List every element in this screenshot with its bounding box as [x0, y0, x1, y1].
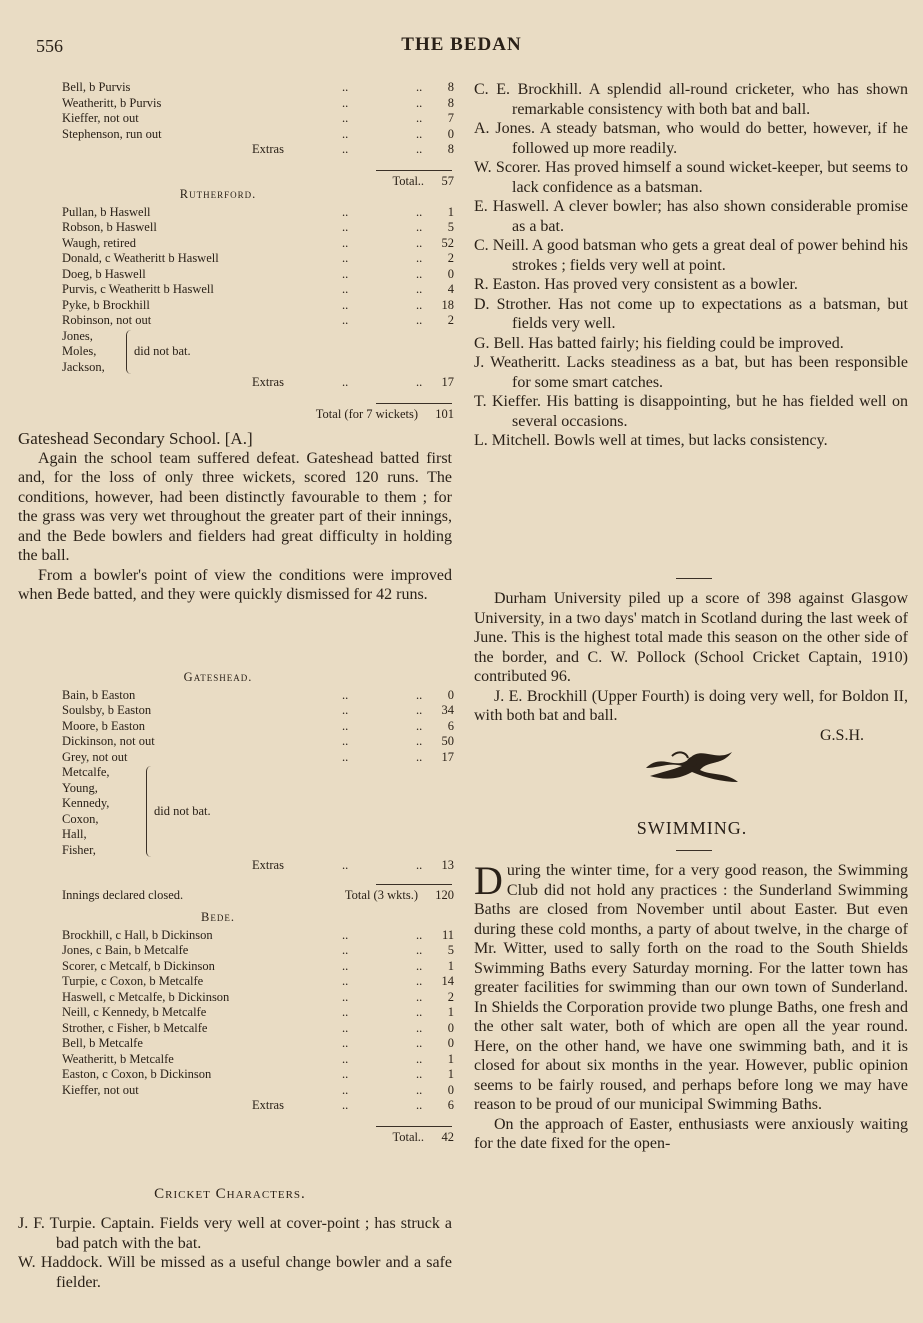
- swimming-report: [474, 858, 908, 1154]
- leader-dots: ..: [342, 974, 349, 988]
- batsman-name: Waugh, retired: [62, 235, 136, 250]
- sc4-box: [62, 910, 454, 1144]
- batting-row: [62, 220, 454, 236]
- batting-row: [62, 1083, 454, 1099]
- runs-value: 52: [441, 235, 454, 250]
- runs-value: 0: [447, 1020, 454, 1035]
- runs-value: 2: [447, 313, 454, 327]
- total-row: [62, 888, 454, 904]
- leader-dots: ..: [342, 749, 349, 764]
- total-label: Total: [392, 1129, 418, 1144]
- leader-dots: ..: [416, 80, 423, 94]
- total-row: [62, 407, 454, 423]
- cricket-characters-heading: Cricket Characters.: [154, 1186, 306, 1202]
- runs-value: 2: [447, 251, 454, 265]
- runs-value: 1: [447, 1005, 454, 1019]
- leader-dots: ..: [342, 943, 349, 957]
- batting-row: [62, 1036, 454, 1052]
- leader-dots: ..: [342, 142, 349, 156]
- declared-note: Innings declared closed.: [62, 887, 184, 902]
- batting-row: [62, 205, 454, 221]
- runs-value: 0: [447, 1082, 454, 1097]
- leader-dots: ..: [416, 313, 423, 327]
- leader-dots: ..: [416, 1098, 423, 1112]
- leader-dots: ..: [416, 943, 423, 957]
- leader-dots: ..: [416, 251, 423, 265]
- leader-dots: ..: [342, 734, 349, 748]
- gateshead-paragraph-2: From a bowler's point of view the conditions were improved when Bede batted, and they were quickly dismissed for 42 runs.: [18, 566, 452, 603]
- character-item: W. Haddock. Will be missed as a useful change bowler and a safe fielder.: [18, 1254, 452, 1291]
- leader-dots: ..: [342, 858, 349, 872]
- did-not-bat-name: Jackson,: [62, 359, 105, 374]
- leader-dots: ..: [342, 1067, 349, 1081]
- batsman-name: Pyke, b Brockhill: [62, 297, 150, 312]
- leader-dots: ..: [416, 220, 423, 234]
- batting-row: [62, 282, 454, 298]
- leader-dots: ..: [417, 1129, 424, 1144]
- leader-dots: ..: [416, 126, 423, 141]
- batting-row: [62, 1067, 454, 1083]
- batsman-name: Haswell, c Metcalfe, b Dickinson: [62, 989, 230, 1004]
- batting-row: [62, 267, 454, 283]
- total-value: 57: [441, 173, 454, 188]
- character-item: W. Scorer. Has proved himself a sound wicket-keeper, but seems to lack confidence as a batsman.: [474, 159, 908, 196]
- character-item: G. Bell. Has batted fairly; his fielding could be improved.: [474, 334, 844, 352]
- batsman-name: Soulsby, b Easton: [62, 703, 152, 717]
- did-not-bat-name: Young,: [62, 780, 98, 795]
- runs-value: 1: [447, 1051, 454, 1066]
- batting-row: [62, 928, 454, 944]
- ornament-icon: [642, 742, 742, 786]
- batting-row: [62, 734, 454, 750]
- extras-value: 6: [447, 1098, 454, 1112]
- runs-value: 0: [447, 1036, 454, 1050]
- batting-row: [62, 943, 454, 959]
- leader-dots: ..: [416, 1067, 423, 1081]
- team-name: Bede.: [201, 910, 235, 924]
- team-name: Rutherford.: [179, 187, 257, 201]
- character-item: C. E. Brockhill. A splendid all-round cricketer, who has shown remarkable consistency with both bat and ball.: [474, 81, 908, 118]
- did-not-bat-label: did not bat.: [134, 344, 191, 358]
- batsman-name: Weatheritt, b Metcalfe: [62, 1051, 174, 1066]
- leader-dots: ..: [416, 297, 423, 312]
- leader-dots: ..: [416, 1051, 423, 1066]
- leader-dots: ..: [416, 111, 423, 125]
- leader-dots: ..: [342, 1098, 349, 1112]
- batsman-name: Kieffer, not out: [62, 1082, 139, 1097]
- leader-dots: ..: [342, 251, 349, 265]
- durham-paragraph-1: Durham University piled up a score of 398 against Glasgow University, in a two days' match in Scotland during the last week of June. This is the highest total made this season on the other side of the border, and C. W. Pollock (School Cricket Captain, 1910) contributed 96.: [474, 590, 908, 685]
- leader-dots: ..: [416, 266, 423, 281]
- batting-row: [62, 236, 454, 252]
- leader-dots: ..: [416, 1005, 423, 1019]
- runs-value: 0: [447, 266, 454, 281]
- gateshead-report: [18, 429, 452, 605]
- leader-dots: ..: [416, 142, 423, 156]
- batsman-name: Bain, b Easton: [62, 687, 136, 702]
- total-value: 101: [435, 406, 454, 421]
- runs-value: 2: [447, 989, 454, 1004]
- leader-dots: ..: [342, 1036, 349, 1050]
- runs-value: 1: [447, 1067, 454, 1081]
- batting-row: [62, 313, 454, 329]
- did-not-bat-name: Jones,: [62, 328, 93, 343]
- runs-value: 0: [447, 687, 454, 702]
- did-not-bat-name: Kennedy,: [62, 796, 110, 810]
- leader-dots: ..: [342, 313, 349, 327]
- extras-value: 17: [441, 375, 454, 389]
- leader-dots: ..: [342, 235, 349, 250]
- batsman-name: Easton, c Coxon, b Dickinson: [62, 1067, 212, 1081]
- swimming-paragraph-2: On the approach of Easter, enthusiasts were anxiously waiting for the date fixed for the open-: [474, 1115, 908, 1152]
- runs-value: 5: [447, 943, 454, 957]
- page-title: THE BEDAN: [401, 34, 522, 55]
- leader-dots: ..: [342, 111, 349, 125]
- leader-dots: ..: [416, 282, 423, 296]
- runs-value: 4: [447, 282, 454, 296]
- leader-dots: ..: [342, 375, 349, 389]
- extras-label: Extras: [252, 142, 284, 156]
- runs-value: 34: [441, 703, 454, 717]
- gateshead-paragraph-1: Again the school team suffered defeat. Gateshead batted first and, for the loss of only three wickets, scored 120 runs. The conditions, however, had been distinctly favourable to them ; for the grass was very wet throughout the greater part of their innings, and the Bede bowlers and fielders had great difficulty in holding the ball.: [18, 449, 452, 564]
- batsman-name: Dickinson, not out: [62, 734, 155, 748]
- character-item: D. Strother. Has not come up to expectations as a batsman, but fields very well.: [474, 295, 908, 332]
- leader-dots: ..: [342, 1051, 349, 1066]
- runs-value: 5: [447, 220, 454, 234]
- leader-dots: ..: [416, 703, 423, 717]
- team-name: Gateshead.: [183, 670, 253, 684]
- sc3-box: [62, 670, 454, 902]
- runs-value: 11: [441, 927, 454, 942]
- extras-row: [62, 1098, 454, 1114]
- batsman-name: Strother, c Fisher, b Metcalfe: [62, 1020, 208, 1035]
- batting-row: [62, 111, 454, 127]
- batting-row: [62, 251, 454, 267]
- leader-dots: ..: [416, 1082, 423, 1097]
- batsman-name: Pullan, b Haswell: [62, 204, 151, 219]
- extras-row: [62, 858, 454, 874]
- batsman-name: Turpie, c Coxon, b Metcalfe: [62, 974, 204, 988]
- character-item: L. Mitchell. Bowls well at times, but lacks consistency.: [474, 432, 828, 449]
- batsman-name: Moore, b Easton: [62, 718, 145, 733]
- leader-dots: ..: [416, 1020, 423, 1035]
- character-item: J. F. Turpie. Captain. Fields very well at cover-point ; has struck a bad patch with the bat.: [18, 1215, 452, 1252]
- extras-value: 13: [441, 858, 454, 872]
- batting-row: [62, 959, 454, 975]
- runs-value: 7: [447, 111, 454, 125]
- leader-dots: ..: [416, 204, 423, 219]
- did-not-bat-name: Fisher,: [62, 842, 96, 857]
- batsman-name: Bell, b Metcalfe: [62, 1036, 143, 1050]
- leader-dots: ..: [342, 282, 349, 296]
- character-item: T. Kieffer. His batting is disappointing, but he has fielded well on several occasions.: [474, 393, 908, 430]
- leader-dots: ..: [416, 858, 423, 872]
- total-value: 120: [435, 887, 454, 902]
- divider: [676, 850, 712, 851]
- did-not-bat-name: Moles,: [62, 344, 97, 358]
- character-item: J. Weatheritt. Lacks steadiness as a bat, but has been responsible for some smart catches.: [474, 354, 908, 391]
- leader-dots: ..: [342, 718, 349, 733]
- durham-report: [474, 589, 908, 745]
- divider: [676, 578, 712, 579]
- batsman-name: Stephenson, run out: [62, 126, 162, 141]
- batting-row: [62, 688, 454, 704]
- signature: G.S.H.: [819, 726, 864, 744]
- runs-value: 8: [447, 80, 454, 94]
- batting-row: [62, 750, 454, 766]
- batting-row: [62, 974, 454, 990]
- batsman-name: Doeg, b Haswell: [62, 266, 146, 281]
- did-not-bat-name: Coxon,: [62, 811, 99, 826]
- batting-row: [62, 96, 454, 112]
- batsman-name: Purvis, c Weatheritt b Haswell: [62, 282, 214, 296]
- total-label: Total (3 wkts.): [344, 887, 418, 902]
- brace: [146, 766, 151, 857]
- leader-dots: ..: [342, 1082, 349, 1097]
- brace: [126, 330, 131, 375]
- runs-value: 17: [441, 749, 454, 764]
- character-item: A. Jones. A steady batsman, who would do better, however, if he followed up more readily.: [474, 120, 908, 157]
- leader-dots: ..: [342, 95, 349, 110]
- character-item: C. Neill. A good batsman who gets a great deal of power behind his strokes ; fields very well at point.: [474, 237, 908, 274]
- page-number: 556: [36, 36, 63, 56]
- batsman-name: Kieffer, not out: [62, 111, 139, 125]
- runs-value: 18: [441, 297, 454, 312]
- leader-dots: ..: [416, 734, 423, 748]
- batting-row: [62, 703, 454, 719]
- leader-dots: ..: [416, 687, 423, 702]
- runs-value: 50: [441, 734, 454, 748]
- runs-value: 1: [447, 958, 454, 973]
- total-label: Total (for 7 wickets): [315, 406, 418, 421]
- character-item: E. Haswell. A clever bowler; has also shown considerable promise as a bat.: [474, 198, 908, 235]
- drop-cap: D: [474, 858, 503, 903]
- batting-row: [62, 127, 454, 143]
- leader-dots: ..: [416, 375, 423, 389]
- leader-dots: ..: [342, 266, 349, 281]
- batting-row: [62, 1021, 454, 1037]
- total-rule: [376, 1126, 452, 1127]
- batsman-name: Weatheritt, b Purvis: [62, 95, 162, 110]
- leader-dots: ..: [416, 958, 423, 973]
- batsman-name: Jones, c Bain, b Metcalfe: [62, 943, 189, 957]
- total-row: [62, 1130, 454, 1146]
- characters-left: [18, 1214, 452, 1292]
- leader-dots: ..: [342, 958, 349, 973]
- extras-label: Extras: [252, 375, 284, 389]
- leader-dots: ..: [417, 173, 424, 188]
- character-item: R. Easton. Has proved very consistent as a bowler.: [474, 276, 798, 293]
- extras-label: Extras: [252, 858, 284, 872]
- total-rule: [376, 884, 452, 885]
- batting-row: [62, 298, 454, 314]
- leader-dots: ..: [342, 703, 349, 717]
- leader-dots: ..: [416, 235, 423, 250]
- leader-dots: ..: [342, 1020, 349, 1035]
- swimming-paragraph-1-text: uring the winter time, for a very good reason, the Swimming Club did not hold any practices : the Sunderland Swimming Baths are closed from November until about Easter. But even during these cold months, a party of about twelve, in the charge of Mr. Witter, used to sally forth on the road to the South Shields Swimming Baths every Saturday morning. For the latter town has greater facilities for swimming than our own town of Sunderland. In Shields the Corporation provide two plunge Baths, one fresh and the other salt water, both of which are open all the year round. Here, on the other hand, we have one swimming bath, and it is closed for about six months in the year. However, public opinion seems to be fairly roused, and perhaps before long we may have reason to be proud of our municipal Swimming Baths.: [474, 862, 908, 1113]
- runs-value: 8: [447, 95, 454, 110]
- extras-label: Extras: [252, 1098, 284, 1112]
- batsman-name: Robinson, not out: [62, 313, 152, 327]
- swimming-heading: SWIMMING.: [636, 818, 748, 838]
- characters-right: [474, 80, 908, 451]
- leader-dots: ..: [342, 927, 349, 942]
- extras-row: [62, 142, 454, 158]
- batsman-name: Brockhill, c Hall, b Dickinson: [62, 927, 213, 942]
- batsman-name: Bell, b Purvis: [62, 80, 131, 94]
- total-rule: [376, 170, 452, 171]
- leader-dots: ..: [342, 126, 349, 141]
- leader-dots: ..: [342, 1005, 349, 1019]
- leader-dots: ..: [416, 1036, 423, 1050]
- extras-row: [62, 375, 454, 391]
- batsman-name: Scorer, c Metcalf, b Dickinson: [62, 958, 215, 973]
- did-not-bat-label: did not bat.: [154, 803, 211, 818]
- batting-row: [62, 1005, 454, 1021]
- leader-dots: ..: [342, 220, 349, 234]
- runs-value: 6: [447, 718, 454, 733]
- leader-dots: ..: [416, 974, 423, 988]
- total-value: 42: [441, 1129, 454, 1144]
- total-rule: [376, 403, 452, 404]
- leader-dots: ..: [342, 989, 349, 1004]
- total-label: Total: [392, 173, 418, 188]
- leader-dots: ..: [342, 80, 349, 94]
- leader-dots: ..: [342, 297, 349, 312]
- leader-dots: ..: [416, 749, 423, 764]
- batsman-name: Grey, not out: [62, 749, 128, 764]
- did-not-bat-name: Metcalfe,: [62, 765, 110, 779]
- durham-paragraph-2: J. E. Brockhill (Upper Fourth) is doing very well, for Boldon II, with both bat and ball.: [474, 687, 908, 724]
- batsman-name: Neill, c Kennedy, b Metcalfe: [62, 1005, 207, 1019]
- did-not-bat-name: Hall,: [62, 827, 87, 841]
- leader-dots: ..: [416, 718, 423, 733]
- gateshead-heading: Gateshead Secondary School. [A.]: [18, 429, 253, 448]
- extras-value: 8: [447, 142, 454, 156]
- swimming-paragraph-1: [474, 858, 908, 1115]
- batsman-name: Donald, c Weatheritt b Haswell: [62, 251, 219, 265]
- batting-row: [62, 1052, 454, 1068]
- runs-value: 1: [447, 204, 454, 219]
- leader-dots: ..: [342, 204, 349, 219]
- batting-row: [62, 719, 454, 735]
- leader-dots: ..: [416, 989, 423, 1004]
- leader-dots: ..: [416, 95, 423, 110]
- runs-value: 0: [447, 126, 454, 141]
- runs-value: 14: [441, 974, 454, 988]
- batting-row: [62, 990, 454, 1006]
- leader-dots: ..: [342, 687, 349, 702]
- batsman-name: Robson, b Haswell: [62, 220, 157, 234]
- leader-dots: ..: [416, 927, 423, 942]
- sc2-box: [62, 187, 454, 421]
- batting-row: [62, 80, 454, 96]
- sc1-box: [62, 80, 454, 188]
